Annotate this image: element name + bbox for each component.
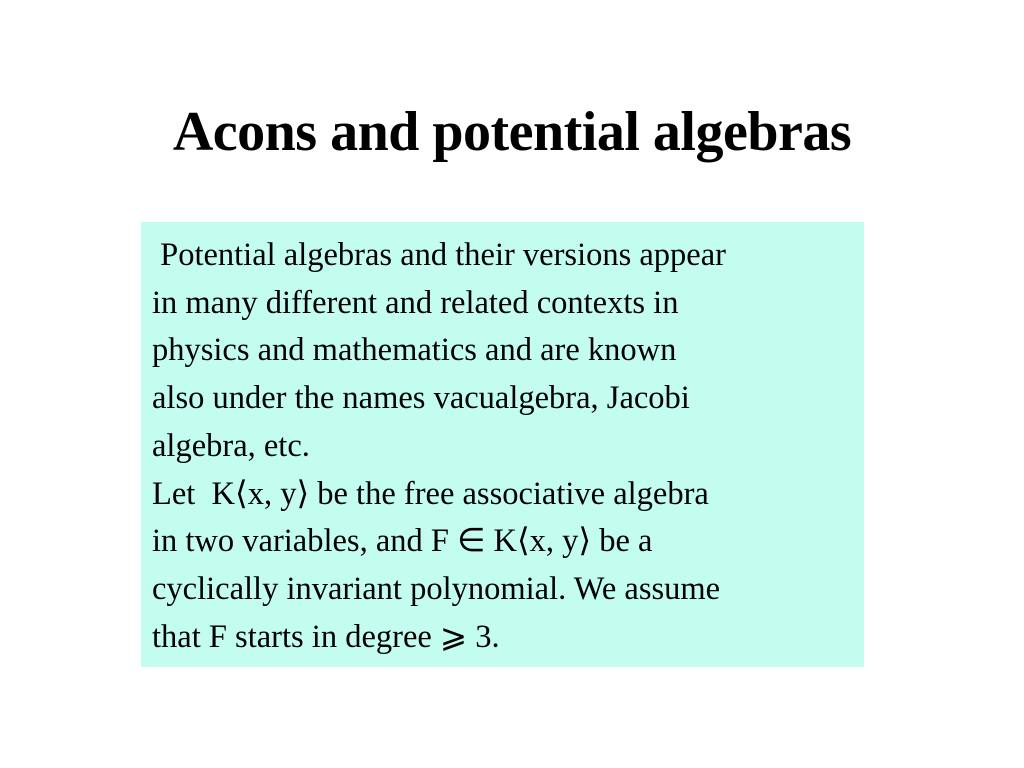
text-line: cyclically invariant polynomial. We assume xyxy=(152,570,721,607)
text-line: Let K⟨x, y⟩ be the free associative algebra xyxy=(152,475,709,512)
text-line: also under the names vacualgebra, Jacobi xyxy=(152,380,690,417)
text-line: in many different and related contexts in xyxy=(152,284,679,321)
text-line: Potential algebras and their versions appear xyxy=(152,237,726,273)
content-box xyxy=(141,222,864,667)
content-paragraph xyxy=(152,232,864,661)
text-line: that F starts in degree ⩾ 3. xyxy=(152,618,500,655)
text-line: in two variables, and F ∈ K⟨x, y⟩ be a xyxy=(152,523,653,560)
text-line: algebra, etc. xyxy=(152,427,310,464)
slide-title: Acons and potential algebras xyxy=(172,101,852,163)
text-line: physics and mathematics and are known xyxy=(152,332,677,369)
